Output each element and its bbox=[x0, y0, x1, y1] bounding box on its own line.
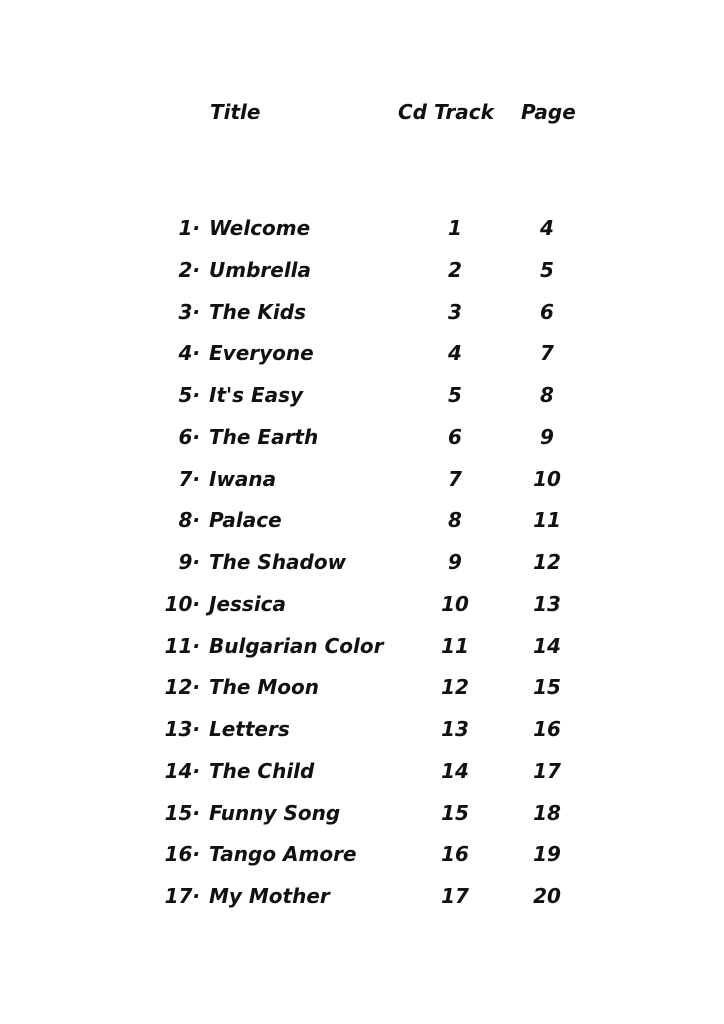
table-row bbox=[0, 837, 724, 879]
cd-track: 11 bbox=[441, 633, 469, 658]
page-number: 20 bbox=[533, 884, 561, 908]
song-title: Welcome bbox=[209, 216, 311, 240]
cd-track: 2 bbox=[448, 257, 462, 282]
cd-track: 15 bbox=[441, 800, 469, 825]
cd-track: 10 bbox=[441, 591, 469, 616]
row-number: 1· bbox=[178, 216, 200, 240]
page-number: 15 bbox=[533, 675, 561, 700]
page-number: 19 bbox=[533, 842, 561, 867]
song-title: My Mother bbox=[209, 884, 330, 908]
page-number: 12 bbox=[533, 550, 561, 574]
page-number: 4 bbox=[540, 216, 554, 240]
page-number: 7 bbox=[540, 341, 554, 366]
row-number: 4· bbox=[178, 341, 200, 366]
row-number: 11· bbox=[164, 633, 200, 658]
song-title: The Child bbox=[209, 758, 315, 783]
row-number: 10· bbox=[164, 591, 200, 616]
cd-track: 3 bbox=[448, 299, 462, 324]
row-number: 16· bbox=[164, 842, 200, 867]
cd-track: 4 bbox=[448, 341, 462, 366]
row-number: 9· bbox=[178, 550, 200, 574]
song-title: The Moon bbox=[209, 675, 320, 700]
page-number: 10 bbox=[533, 466, 561, 491]
page-number: 18 bbox=[533, 800, 561, 825]
cd-track: 1 bbox=[448, 216, 462, 240]
row-number: 6· bbox=[178, 424, 200, 449]
song-title: Everyone bbox=[209, 341, 314, 366]
cd-track: 12 bbox=[441, 675, 469, 700]
table-row bbox=[0, 629, 724, 671]
song-list bbox=[0, 211, 724, 921]
row-number: 5· bbox=[178, 383, 200, 407]
table-row bbox=[0, 462, 724, 504]
table-header bbox=[0, 100, 724, 130]
page-number: 8 bbox=[540, 383, 554, 407]
cd-track: 9 bbox=[448, 550, 462, 574]
row-number: 13· bbox=[164, 717, 200, 741]
song-title: The Kids bbox=[209, 299, 306, 324]
table-row bbox=[0, 545, 724, 587]
row-number: 17· bbox=[164, 884, 200, 908]
row-number: 14· bbox=[164, 758, 200, 783]
song-title: Iwana bbox=[209, 466, 277, 491]
header-page: Page bbox=[521, 100, 576, 124]
page-number: 17 bbox=[533, 758, 561, 783]
row-number: 8· bbox=[178, 508, 200, 533]
page-number: 6 bbox=[540, 299, 554, 324]
song-title: Palace bbox=[209, 508, 282, 533]
song-title: Jessica bbox=[209, 591, 287, 616]
row-number: 3· bbox=[178, 299, 200, 324]
cd-track: 16 bbox=[441, 842, 469, 867]
header-title: Title bbox=[210, 100, 261, 124]
page-number: 11 bbox=[533, 508, 561, 533]
table-row bbox=[0, 587, 724, 629]
table-row bbox=[0, 670, 724, 712]
song-title: Umbrella bbox=[209, 257, 312, 282]
page-number: 13 bbox=[533, 591, 561, 616]
page-number: 9 bbox=[540, 424, 554, 449]
table-row bbox=[0, 879, 724, 921]
table-row bbox=[0, 503, 724, 545]
page-number: 16 bbox=[533, 717, 561, 741]
table-row bbox=[0, 253, 724, 295]
row-number: 12· bbox=[164, 675, 200, 700]
table-row bbox=[0, 712, 724, 754]
cd-track: 8 bbox=[448, 508, 462, 533]
page-number: 14 bbox=[533, 633, 561, 658]
song-title: Letters bbox=[209, 717, 290, 741]
page-number: 5 bbox=[540, 257, 554, 282]
song-title: Bulgarian Color bbox=[209, 633, 384, 658]
row-number: 7· bbox=[178, 466, 200, 491]
cd-track: 5 bbox=[448, 383, 462, 407]
cd-track: 13 bbox=[441, 717, 469, 741]
cd-track: 7 bbox=[448, 466, 462, 491]
song-title: Funny Song bbox=[209, 800, 341, 825]
header-cd-track: Cd Track bbox=[398, 100, 494, 124]
song-title: Tango Amore bbox=[209, 842, 357, 867]
song-title: The Earth bbox=[209, 424, 319, 449]
table-row bbox=[0, 336, 724, 378]
table-row bbox=[0, 754, 724, 796]
song-title: The Shadow bbox=[209, 550, 347, 574]
cd-track: 14 bbox=[441, 758, 469, 783]
row-number: 15· bbox=[164, 800, 200, 825]
row-number: 2· bbox=[178, 257, 200, 282]
song-title: It's Easy bbox=[209, 383, 304, 407]
cd-track: 17 bbox=[441, 884, 469, 908]
table-row bbox=[0, 295, 724, 337]
table-row bbox=[0, 796, 724, 838]
table-row bbox=[0, 378, 724, 420]
cd-track: 6 bbox=[448, 424, 462, 449]
table-row bbox=[0, 420, 724, 462]
table-row bbox=[0, 211, 724, 253]
